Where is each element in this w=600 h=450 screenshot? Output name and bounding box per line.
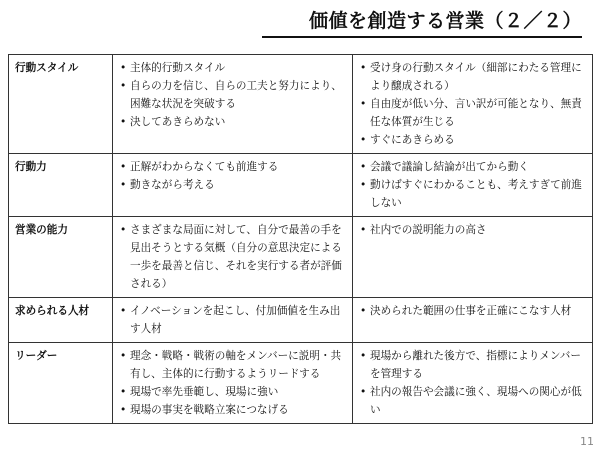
table-row [9,154,593,217]
bullet-item: • 自らの力を信じ、自らの工夫と努力により、困難な状況を突破する [119,77,347,113]
left-cell [113,343,353,424]
bullet-item: • 決してあきらめない [119,113,347,131]
right-cell [353,298,593,343]
slide-title: 価値を創造する営業（２／２） [308,10,582,32]
bullet-item: • 受け身の行動スタイル（細部にわたる管理により醸成される） [359,59,587,95]
bullet-item: • すぐにあきらめる [359,131,587,149]
bullet-item: • さまざまな局面に対して、自分で最善の手を見出そうとする気概（自分の意思決定による一歩を最善と信じ、それを実行する者が評価される） [119,221,347,293]
bullet-item: • イノベーションを起こし、付加価値を生み出す人材 [119,302,347,338]
right-cell [353,343,593,424]
left-cell [113,55,353,154]
table-row [9,55,593,154]
bullet-item: • 社内の報告や会議に強く、現場への関心が低い [359,383,587,419]
left-cell [113,298,353,343]
title-bar [262,6,582,38]
bullet-item: • 理念・戦略・戦術の軸をメンバーに説明・共有し、主体的に行動するようリードする [119,347,347,383]
table-row [9,217,593,298]
row-category: 求められる人材 [9,298,113,343]
bullet-item: • 決められた範囲の仕事を正確にこなす人材 [359,302,587,320]
right-cell [353,217,593,298]
comparison-table [8,54,593,424]
bullet-item: • 現場の事実を戦略立案につなげる [119,401,347,419]
row-category: 営業の能力 [9,217,113,298]
right-cell [353,55,593,154]
bullet-item: • 主体的行動スタイル [119,59,347,77]
left-cell [113,154,353,217]
page-number: 11 [580,435,594,448]
row-category: 行動スタイル [9,55,113,154]
bullet-item: • 現場から離れた後方で、指標によりメンバーを管理する [359,347,587,383]
bullet-item: • 正解がわからなくても前進する [119,158,347,176]
bullet-item: • 動けばすぐにわかることも、考えすぎて前進しない [359,176,587,212]
bullet-item: • 動きながら考える [119,176,347,194]
table-row [9,298,593,343]
table-row [9,343,593,424]
bullet-item: • 現場で率先垂範し、現場に強い [119,383,347,401]
bullet-item: • 社内での説明能力の高さ [359,221,587,239]
bullet-item: • 会議で議論し結論が出てから動く [359,158,587,176]
bullet-item: • 自由度が低い分、言い訳が可能となり、無責任な体質が生じる [359,95,587,131]
row-category: リーダー [9,343,113,424]
row-category: 行動力 [9,154,113,217]
left-cell [113,217,353,298]
right-cell [353,154,593,217]
